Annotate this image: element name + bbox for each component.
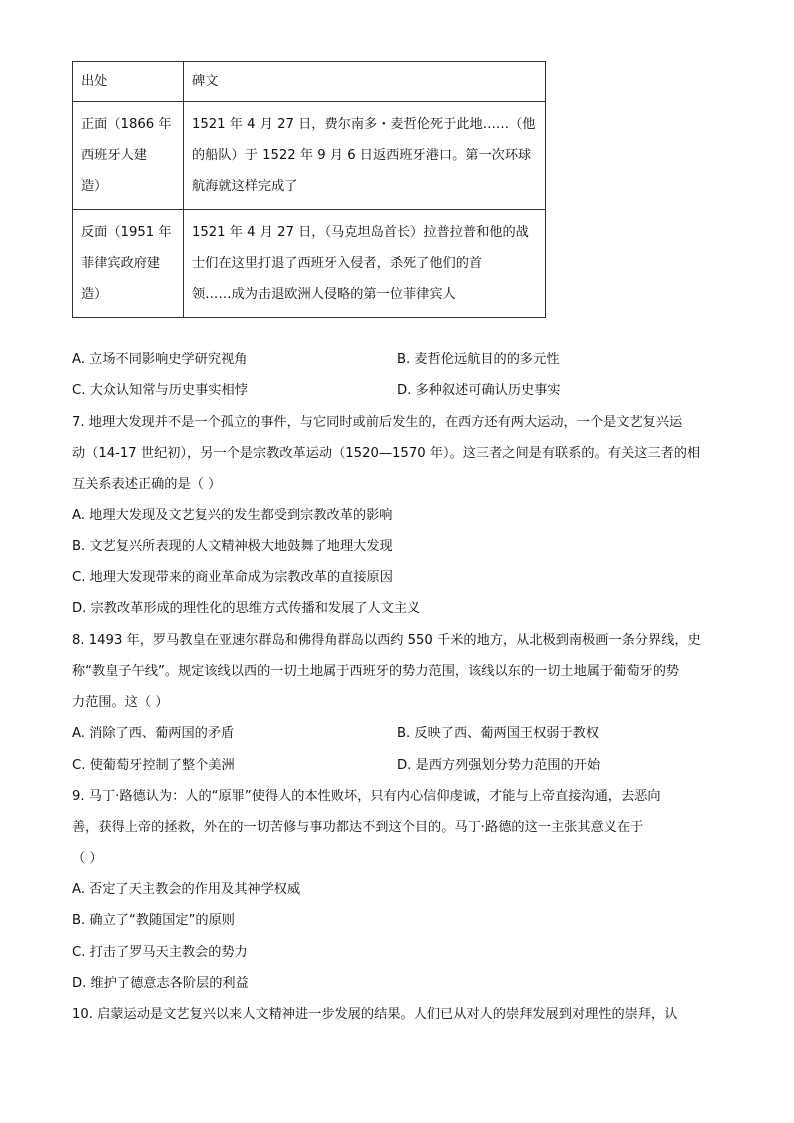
text-line: 反面（1951 年 — [81, 225, 172, 240]
q9-option-c: C. 打击了罗马天主教会的势力 — [72, 945, 248, 960]
q8-stem-line: 称“教皇子午线”。规定该线以西的一切土地属于西班牙的势力范围，该线以东的一切土地属于葡萄牙的势 — [72, 664, 680, 679]
table-header-row — [73, 62, 546, 102]
q6-option-d: D. 多种叙述可确认历史事实 — [397, 383, 561, 398]
text-line: 领……成为击退欧洲人侵略的第一位菲律宾人 — [192, 287, 456, 302]
text-line: 士们在这里打退了西班牙入侵者，杀死了他们的首 — [192, 256, 483, 271]
text-line: 的船队）于 1522 年 9 月 6 日返西班牙港口。第一次环球 — [192, 148, 532, 163]
q8-option-a: A. 消除了西、葡两国的矛盾 — [72, 726, 235, 741]
text-line: 1521 年 4 月 27 日，（马克坦岛首长）拉普拉普和他的战 — [192, 225, 529, 240]
q9-option-b: B. 确立了“教随国定”的原则 — [72, 913, 235, 928]
q8-stem-line: 力范围。这（ ） — [72, 695, 169, 710]
table-row — [73, 210, 546, 318]
q9-stem-line: 9. 马丁·路德认为：人的“原罪”使得人的本性败坏，只有内心信仰虔诚，才能与上帝直接沟通，去恶向 — [72, 789, 661, 804]
q6-option-b: B. 麦哲伦远航目的的多元性 — [397, 352, 560, 367]
q7-stem-line: 动（14-17 世纪初），另一个是宗教改革运动（1520—1570 年）。这三者之间是有联系的。有关这三者的相 — [72, 446, 701, 461]
q9-option-d: D. 维护了德意志各阶层的利益 — [72, 976, 249, 991]
q8-stem-line: 8. 1493 年，罗马教皇在亚速尔群岛和佛得角群岛以西约 550 千米的地方，从北极到南极画一条分界线，史 — [72, 633, 701, 648]
header-source: 出处 — [73, 62, 184, 102]
q7-option-a: A. 地理大发现及文艺复兴的发生都受到宗教改革的影响 — [72, 508, 393, 523]
text-line: 1521 年 4 月 27 日，费尔南多・麦哲伦死于此地……（他 — [192, 117, 536, 132]
q7-option-d: D. 宗教改革形成的理性化的思维方式传播和发展了人文主义 — [72, 601, 421, 616]
row-front-source — [73, 102, 184, 210]
table-row — [73, 102, 546, 210]
q8-option-d: D. 是西方列强划分势力范围的开始 — [397, 758, 601, 773]
text-line: 西班牙人建 — [81, 148, 147, 163]
q7-stem-line: 互关系表述正确的是（ ） — [72, 477, 222, 492]
text-line: 航海就这样完成了 — [192, 179, 298, 194]
q9-stem-line: 善，获得上帝的拯救，外在的一切苦修与事功都达不到这个目的。马丁·路德的这一主张其意义在于 — [72, 820, 644, 835]
q10-stem-line: 10. 启蒙运动是文艺复兴以来人文精神进一步发展的结果。人们已从对人的崇拜发展到对理性的崇拜，认 — [72, 1007, 678, 1022]
q6-option-c: C. 大众认知常与历史事实相悖 — [72, 383, 248, 398]
text-line: 菲律宾政府建 — [81, 256, 161, 271]
q6-option-a: A. 立场不同影响史学研究视角 — [72, 352, 248, 367]
q8-option-b: B. 反映了西、葡两国王权弱于教权 — [397, 726, 600, 741]
q9-option-a: A. 否定了天主教会的作用及其神学权威 — [72, 882, 301, 897]
inscription-table — [72, 61, 546, 318]
header-inscription: 碑文 — [184, 62, 546, 102]
text-line: 造） — [81, 179, 108, 194]
text-line: 正面（1866 年 — [81, 117, 172, 132]
q7-stem-line: 7. 地理大发现并不是一个孤立的事件，与它同时或前后发生的，在西方还有两大运动，一个是文艺复兴运 — [72, 415, 683, 430]
row-back-source — [73, 210, 184, 318]
q8-option-c: C. 使葡萄牙控制了整个美洲 — [72, 758, 235, 773]
q7-option-c: C. 地理大发现带来的商业革命成为宗教改革的直接原因 — [72, 570, 393, 585]
q9-stem-line: （ ） — [72, 851, 103, 866]
text-line: 造） — [81, 287, 108, 302]
row-front-text — [184, 102, 546, 210]
row-back-text — [184, 210, 546, 318]
q7-option-b: B. 文艺复兴所表现的人文精神极大地鼓舞了地理大发现 — [72, 539, 393, 554]
